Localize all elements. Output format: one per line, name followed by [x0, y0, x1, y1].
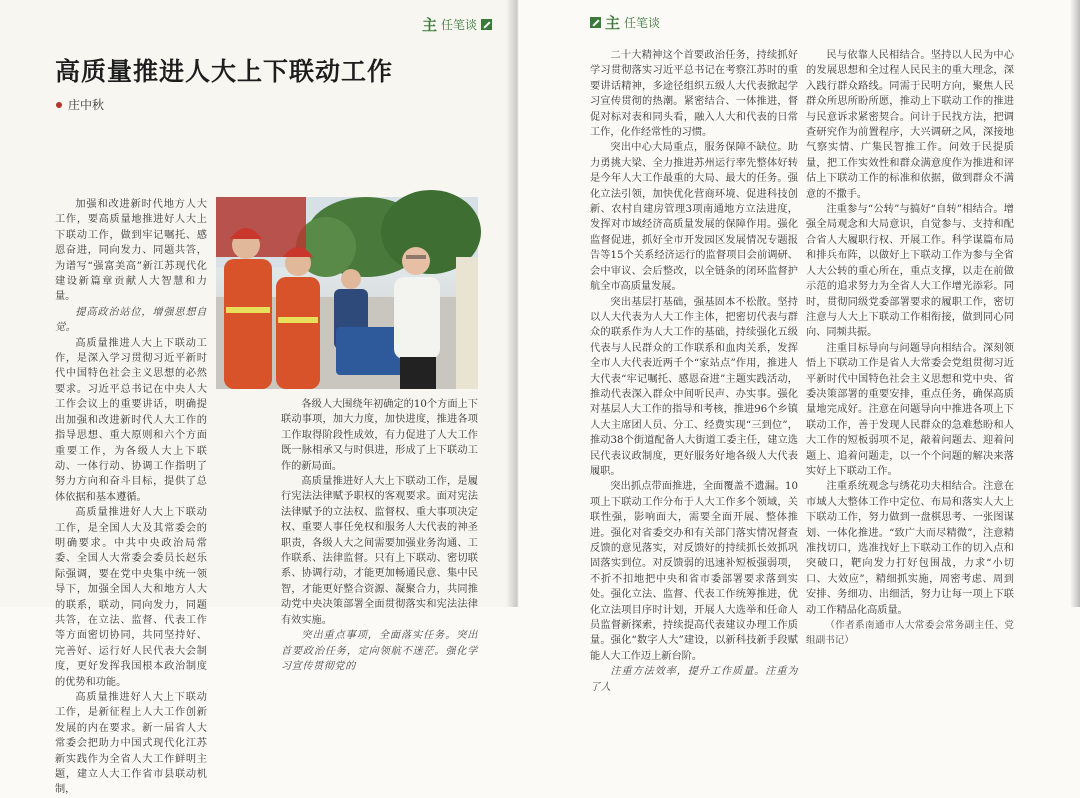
column-tag-big: 主	[605, 14, 621, 32]
photo-illustration	[216, 197, 478, 389]
page-edge	[1070, 0, 1080, 607]
left-page	[0, 0, 520, 796]
right-page	[520, 0, 1080, 693]
paragraph: 注重目标导向与问题导向相结合。深刻领悟上下联动工作是省人大常委会党组贯彻习近平新时代中国特色社会主义思想和党中央、省委决策部署的重要安排，重点任务，确保高质量地完成好。注意在问题导向中推进各项上下联动工作，善于发现人民群众的急难愁盼和人大工作的短板弱项不足，敲着问题去、迎着问题上、追着问题走，以一个个问题的解决来落实好上下联动工作。	[806, 342, 1014, 477]
author-dot-icon	[56, 102, 62, 108]
author-name: 庄中秋	[68, 98, 105, 112]
column-tag-right	[590, 12, 660, 33]
left-column-1	[55, 197, 207, 798]
subheading: 提高政治站位，增强思想自觉。	[55, 306, 207, 334]
paragraph: 民与依靠人民相结合。坚持以人民为中心的发展思想和全过程人民民主的重大理念，深入践行群众路线。同需于民明方向，聚焦人民群众所思所盼所愿，推动上下联动工作的推进与民意诉求紧密契合。问计于民找方法，把调查研究作为前置程序，大兴调研之风，深接地气察实情、广集民智推工作。问效于民提质量，把工作实效性和群众满意度作为推进和评估上下联动工作的标准和依据，做到群众不满意的不撒手。	[806, 50, 1014, 200]
left-column-2	[281, 397, 478, 674]
column-tag-left	[422, 14, 492, 35]
paragraph: 注重参与“公转”与搞好“自转”相结合。增强全局观念和大局意识，自觉参与、支持和配合省人大履职行权、开展工作。科学谋篇布局和排兵布阵，以做好上下联动工作为参与全省人大公转的重心所在，重点支撑，以走在前做示范的追求努力为全省人大工作增光添彩。同时，贯彻同级党委部署要求的履职工作，密切注意与人大上下联动工作相衔接，做到同心同向、同频共振。	[806, 204, 1014, 339]
paragraph-with-subheading: 突出重点事项，全面落实任务。突出首要政治任务，定向领航不迷茫。强化学习宣传贯彻党的	[281, 630, 478, 672]
column-tag-big: 主	[422, 16, 438, 34]
pen-icon	[481, 19, 492, 30]
paragraph: 高质量推进人大上下联动工作，是深入学习贯彻习近平新时代中国特色社会主义思想的必然要求。习近平总书记在中央人大工作会议上的重要讲话，明确提出加强和改进新时代人大工作的指导思想、重大原则和六个方面重要工作，为各级人大上下联动、一体行动、协调工作指明了努力方向和奋斗目标，提供了总体依据和基本遵循。	[55, 337, 207, 503]
article-photo	[216, 197, 478, 389]
paragraph: 高质量推进好人大上下联动工作，是全国人大及其常委会的明确要求。中共中央政治局常委、全国人大常委会委员长赵乐际强调，要在党中央集中统一领导下，加强全国人大和地方人大的联系，联动，同向发力，同题共答，在立法、监督、代表工作等方面密切协同，共同坚持好、完善好、运行好人民代表大会制度，更好发挥我国根本政治制度的优势和功能。	[55, 507, 207, 688]
article-title: 高质量推进人大上下联动工作	[55, 57, 394, 86]
paragraph: 突出抓点带面推进，全面覆盖不遗漏。10项上下联动工作分布于人大工作多个领域，关联性强，影响面大，需要全面开展、整体推进。强化对省委交办和有关部门落实情况督查反馈的意见落实，对反馈好的持续抓长效抓巩固落实到位。对反馈弱的迅速补短板强弱项，不折不扣地把中央和省市委部署要求落到实处。强化立法、监督、代表工作统筹推进，优化立法项目序时计划，开展人大选举和任命人员监督新探索，持续提高代表建议办理工作质量。强化“数字人大”建设，以新科技新手段赋能人大工作迈上新台阶。	[590, 481, 798, 662]
paragraph: 加强和改进新时代地方人大工作，要高质量地推进好人大上下联动工作，做到牢记嘱托、感恩奋进，同向发力、同题共答，为谱写“强富美高”新江苏现代化建设新篇章贡献人大智慧和力量。	[55, 199, 207, 303]
right-column-1	[590, 48, 798, 695]
subheading: 注重方法效率，提升工作质量。注重为了人	[590, 666, 798, 693]
paragraph: 二十大精神这个首要政治任务，持续抓好学习贯彻落实习近平总书记在考察江苏时的重要讲话精神，多途径组织五级人大代表掀起学习宣传贯彻的热潮。紧密结合、一体推进，督促对标对表和同头看，融入人大和代表的日常工作，化作经常性的习惯。	[590, 50, 798, 139]
right-column-2	[806, 48, 1014, 649]
column-tag-rest: 任笔谈	[441, 18, 478, 32]
author-line	[56, 96, 104, 113]
paragraph: 高质量推进好人大上下联动工作，是新征程上人大工作创新发展的内在要求。新一届省人大常委会把助力中国式现代化江苏新实践作为全省人大工作鲜明主题，建立人大工作省市县联动机制，	[55, 692, 207, 796]
pen-icon	[590, 17, 601, 28]
column-tag-rest: 任笔谈	[624, 16, 661, 30]
paragraph: 高质量推进好人大上下联动工作，是履行宪法法律赋予职权的客观要求。面对宪法法律赋予的立法权、监督权、重大事项决定权、重要人事任免权和服务人大代表的神圣职责，各级人大之间需要加强业务沟通、工作联系、法律监督。只有上下联动、密切联系、协调行动，才能更加畅通民意、集中民智，才能更好整合资源、凝聚合力，共同推动党中央决策部署全面贯彻落实和宪法法律有效实施。	[281, 476, 478, 626]
paragraph: 各级人大围绕年初确定的10个方面上下联动事项，加大力度，加快进度，推进各项工作取得阶段性成效，有力促进了人大工作既一脉相承又与时俱进，形成了上下联动工作的新局面。	[281, 399, 478, 472]
author-note: （作者系南通市人大常委会常务副主任、党组副书记）	[806, 620, 1014, 647]
paragraph: 突出基层打基础，强基固本不松散。坚持以人大代表为人大工作主体，把密切代表与群众的联系作为人大工作的基础，持续强化五级代表与人民群众的工作联系和血肉关系，发挥全市人大代表近两千个“家站点”作用，推进人大代表“牢记嘱托、感恩奋进”主题实践活动，推动代表深入群众中间听民声、办实事。强化对基层人大工作的指导和考核，推进96个乡镇人大主席团人员、分工、经费实现“三到位”，推动38个街道配备人大街道工委主任，建立选民代表议政制度，更好服务好地各级人大代表履职。	[590, 296, 798, 477]
paragraph: 突出中心大局重点，服务保障不缺位。助力勇挑大梁、全力推进苏州运行率先整体好转是今年人大工作最重的大局、最大的任务。强化立法引领，加快优化营商环境、促进科技创新、农村自建房管理3项南通地方立法进度，发挥对市域经济高质量发展的保障作用。强化监督促进，抓好全市开发园区发展情况专题报告等15个关系经济运行的监督项目会前调研、会中审议、会后整改，以全链条的闭环监督护航全市高质量发展。	[590, 142, 798, 293]
paragraph: 注重系统观念与绣花功夫相结合。注意在市域人大整体工作中定位、布局和落实人大上下联动工作，努力做到一盘棋思考、一张图谋划、一体化推进。“致广大而尽精微”，注意精准找切口，选准找好上下联动工作的切入点和突破口，靶向发力打好包围战，力求“小切口、大效应”，精细抓实施，周密考虑、周到安排、务细功、出细活，努力让每一项上下联动工作精品化高质量。	[806, 481, 1014, 616]
